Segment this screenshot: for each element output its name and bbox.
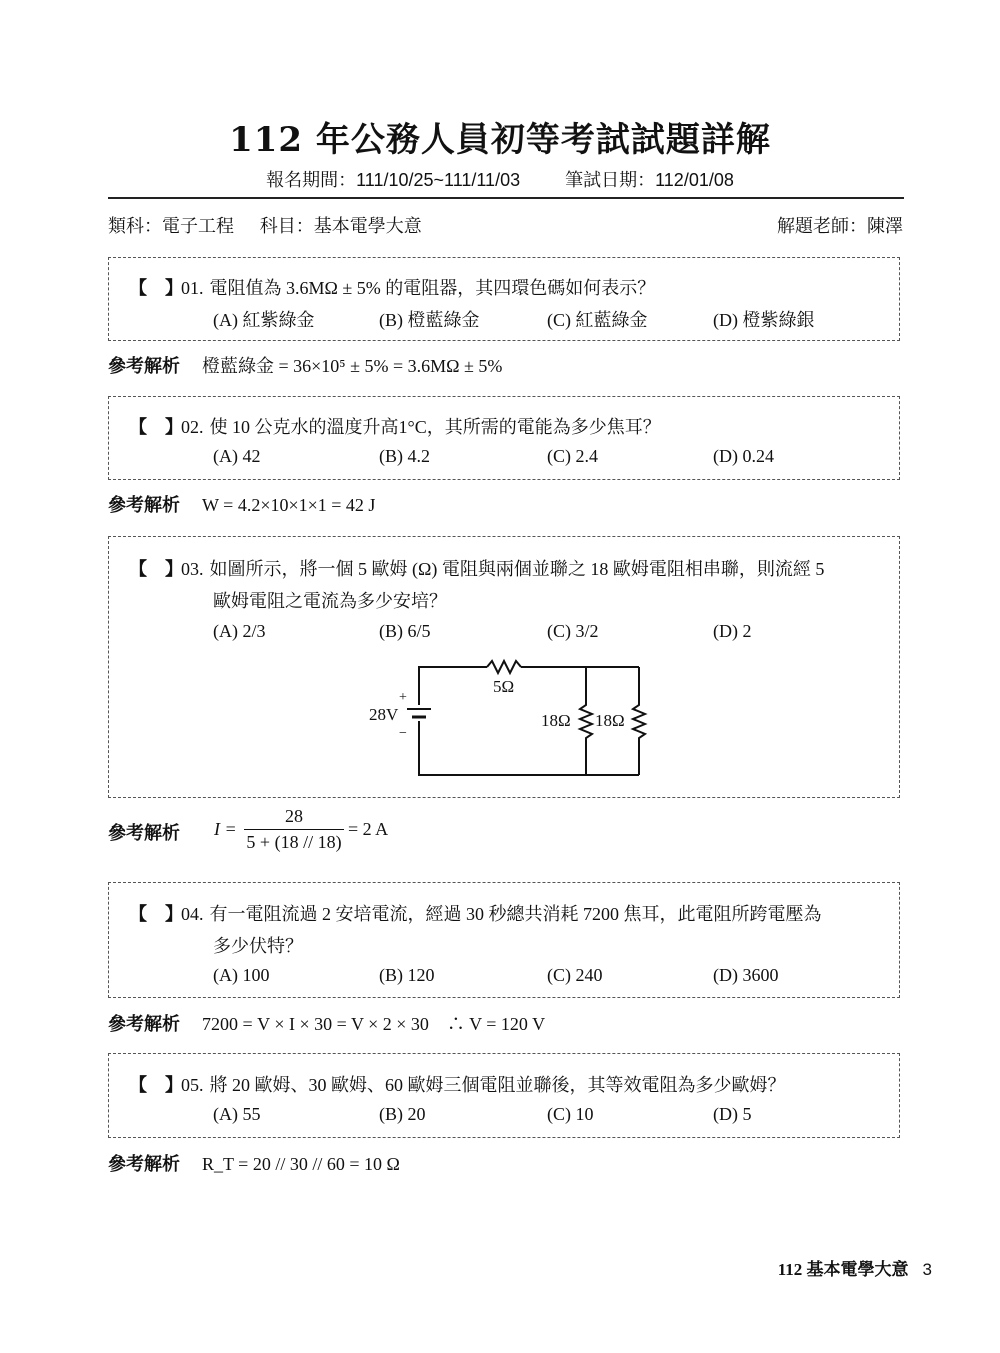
question-text: 有一電阻流過 2 安培電流，經過 30 秒總共消耗 7200 焦耳，此電阻所跨電壓為 xyxy=(209,904,822,924)
question-number: 05. xyxy=(181,1075,204,1095)
option-a: (A) 2/3 xyxy=(213,621,266,641)
exam-schedule xyxy=(0,166,1000,192)
option-d: (D) 0.24 xyxy=(713,446,774,466)
question-text: 將 20 歐姆、30 歐姆、60 歐姆三個電阻並聯後，其等效電阻為多少歐姆？ xyxy=(209,1075,786,1095)
option-c: (C) 240 xyxy=(547,965,603,985)
question-01-line xyxy=(129,274,655,300)
question-box-02 xyxy=(108,396,900,480)
answer-lhs: I = xyxy=(214,819,237,839)
answer-label: 參考解析 xyxy=(108,1014,180,1035)
answer-bracket: 【 】 xyxy=(129,417,183,437)
answer-01 xyxy=(108,352,502,378)
teacher-label: 解題老師：陳澤 xyxy=(777,216,903,237)
parallel-resistor-label-1: 18Ω xyxy=(541,711,571,730)
option-c: (C) 10 xyxy=(547,1104,594,1124)
answer-05 xyxy=(108,1150,400,1176)
registration-period: 報名期間：111/10/25~111/11/03 xyxy=(266,170,521,190)
answer-text: 7200 = V × I × 30 = V × 2 × 30 ∴ V = 120 V xyxy=(202,1014,546,1034)
answer-label: 參考解析 xyxy=(108,823,180,844)
option-d: (D) 5 xyxy=(713,1104,752,1124)
question-04-line2: 多少伏特？ xyxy=(213,936,303,956)
option-b: (B) 20 xyxy=(379,1104,426,1124)
option-a: (A) 42 xyxy=(213,446,261,466)
option-a: (A) 55 xyxy=(213,1104,261,1124)
subject-label: 科目：基本電學大意 xyxy=(259,216,422,237)
option-c: (C) 2.4 xyxy=(547,446,598,466)
answer-rhs: = 2 A xyxy=(348,819,389,839)
option-d: (D) 橙紫綠銀 xyxy=(713,310,815,330)
circuit-diagram xyxy=(359,655,659,785)
header-divider xyxy=(108,197,904,199)
resistor-18-ohm-1 xyxy=(580,667,592,775)
answer-bracket: 【 】 xyxy=(129,904,183,924)
answer-bracket: 【 】 xyxy=(129,559,183,579)
answer-02 xyxy=(108,491,375,517)
option-b: (B) 6/5 xyxy=(379,621,431,641)
answer-label: 參考解析 xyxy=(108,1154,180,1175)
footer-book-title: 112 基本電學大意 xyxy=(777,1260,909,1279)
question-number: 04. xyxy=(181,904,204,924)
category-label: 類科：電子工程 xyxy=(108,216,234,237)
question-text: 使 10 公克水的溫度升高1°C，其所需的電能為多少焦耳？ xyxy=(209,417,661,437)
question-04-line xyxy=(129,900,822,926)
question-box-01 xyxy=(108,257,900,341)
question-number: 01. xyxy=(181,278,204,298)
option-a: (A) 100 xyxy=(213,965,270,985)
answer-text: 橙藍綠金 = 36×10⁵ ± 5% = 3.6MΩ ± 5% xyxy=(202,356,503,376)
option-a: (A) 紅紫綠金 xyxy=(213,310,315,330)
answer-label: 參考解析 xyxy=(108,495,180,516)
option-d: (D) 3600 xyxy=(713,965,779,985)
fraction-denominator: 5 + (18 // 18) xyxy=(246,832,342,852)
question-text: 如圖所示，將一個 5 歐姆 (Ω) 電阻與兩個並聯之 18 歐姆電阻相串聯，則流經 5 xyxy=(209,559,825,579)
parallel-resistor-label-2: 18Ω xyxy=(595,711,625,730)
question-number: 03. xyxy=(181,559,204,579)
page-number: 3 xyxy=(922,1260,932,1279)
fraction-numerator: 28 xyxy=(285,806,303,826)
question-box-04 xyxy=(108,882,900,998)
option-d: (D) 2 xyxy=(713,621,752,641)
option-b: (B) 4.2 xyxy=(379,446,430,466)
source-plus: + xyxy=(399,690,407,705)
question-05-line xyxy=(129,1071,786,1097)
fraction xyxy=(244,806,344,853)
source-minus: − xyxy=(399,726,407,741)
resistor-5-ohm xyxy=(487,661,521,673)
answer-bracket: 【 】 xyxy=(129,1075,183,1095)
exam-date: 筆試日期：112/01/08 xyxy=(565,170,734,190)
question-02-line xyxy=(129,413,661,439)
page-footer xyxy=(778,1255,932,1280)
exam-meta xyxy=(108,212,442,238)
series-resistor-label: 5Ω xyxy=(493,677,515,696)
question-box-03 xyxy=(108,536,900,798)
option-c: (C) 紅藍綠金 xyxy=(547,310,648,330)
answer-label: 參考解析 xyxy=(108,356,180,377)
question-box-05 xyxy=(108,1053,900,1138)
option-b: (B) 120 xyxy=(379,965,435,985)
question-number: 02. xyxy=(181,417,204,437)
answer-text: R_T = 20 // 30 // 60 = 10 Ω xyxy=(202,1154,400,1174)
resistor-18-ohm-2 xyxy=(633,667,645,775)
option-c: (C) 3/2 xyxy=(547,621,599,641)
question-03-line2: 歐姆電阻之電流為多少安培？ xyxy=(213,591,447,611)
source-label: 28V xyxy=(369,705,399,724)
circuit-wire-left-top xyxy=(419,667,487,705)
answer-03 xyxy=(108,806,508,858)
question-text: 電阻值為 3.6MΩ ± 5% 的電阻器，其四環色碼如何表示？ xyxy=(209,278,656,298)
answer-text: W = 4.2×10×1×1 = 42 J xyxy=(202,495,376,515)
page-title: 112 年公務人員初等考試試題詳解 xyxy=(229,120,771,160)
question-03-line xyxy=(129,555,824,581)
answer-bracket: 【 】 xyxy=(129,278,183,298)
option-b: (B) 橙藍綠金 xyxy=(379,310,480,330)
answer-04 xyxy=(108,1010,545,1036)
fraction-bar xyxy=(244,829,344,830)
